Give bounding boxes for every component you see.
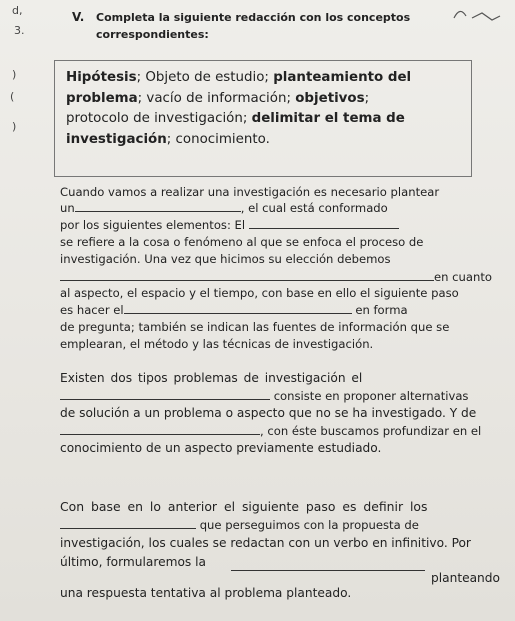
term: Hipótesis	[66, 70, 137, 85]
text-line	[60, 389, 468, 403]
margin-mark: (	[10, 90, 15, 103]
blank-field[interactable]	[124, 304, 352, 314]
text-fragment: en cuanto	[434, 270, 492, 284]
term: delimitar el tema de	[251, 111, 405, 126]
term: objetivos	[295, 90, 365, 106]
text-line: Con base en lo anterior el siguiente paso es definir los	[60, 499, 428, 514]
blank-field[interactable]	[231, 561, 425, 571]
text-fragment: es hacer el	[60, 303, 124, 317]
text-line	[60, 518, 419, 532]
blank-field[interactable]	[60, 519, 196, 529]
blank-field[interactable]	[60, 271, 434, 281]
blank-field[interactable]	[249, 219, 399, 229]
margin-mark: d,	[12, 4, 23, 17]
margin-mark: 3.	[14, 24, 25, 37]
margin-mark: )	[12, 120, 17, 133]
term: problema	[66, 90, 138, 106]
blank-field[interactable]	[60, 425, 260, 435]
text-fragment: , el cual está conformado	[240, 201, 388, 215]
pen-scribble-icon	[452, 4, 502, 26]
text-line: se refiere a la cosa o fenómeno al que se enfoca el proceso de	[60, 235, 424, 249]
text-line	[60, 303, 408, 317]
text-fragment: , con éste buscamos profundizar en el	[260, 424, 482, 438]
text-fragment: planteando	[431, 571, 500, 585]
text-line: al aspecto, el espacio y el tiempo, con base en ello el siguiente paso	[60, 286, 459, 300]
term: ; vacío de información;	[137, 90, 296, 106]
instruction-line: correspondientes:	[96, 28, 209, 41]
term: protocolo de investigación;	[66, 111, 252, 126]
text-line	[60, 424, 481, 438]
word-bank-text	[66, 68, 466, 150]
text-line	[60, 218, 399, 232]
text-line	[60, 270, 492, 284]
term: ; conocimiento.	[166, 131, 270, 147]
text-line	[231, 560, 425, 574]
text-line: conocimiento de un aspecto previamente estudiado.	[60, 441, 382, 455]
text-fragment: en forma	[355, 303, 408, 317]
term: planteamiento del	[273, 70, 412, 85]
text-line: investigación. Una vez que hicimos su elección debemos	[60, 252, 391, 266]
term: investigación	[66, 131, 167, 147]
term: ; Objeto de estudio;	[136, 70, 274, 85]
text-fragment: consiste en proponer alternativas	[273, 389, 469, 403]
text-fragment: un	[60, 201, 75, 215]
instruction	[96, 9, 496, 43]
blank-field[interactable]	[60, 390, 270, 400]
text-line	[60, 201, 388, 215]
text-line: investigación, los cuales se redactan con un verbo en infinitivo. Por	[60, 536, 471, 550]
text-line: de solución a un problema o aspecto que no se ha investigado. Y de	[60, 406, 477, 420]
exercise-number: V.	[72, 10, 85, 24]
text-line: Cuando vamos a realizar una investigación es necesario plantear	[60, 185, 440, 199]
text-line: de pregunta; también se indican las fuentes de información que se	[60, 320, 450, 334]
instruction-line: Completa la siguiente redacción con los conceptos	[96, 11, 411, 24]
text-fragment: por los siguientes elementos: El	[60, 218, 246, 232]
text-line: último, formularemos la	[60, 555, 206, 569]
margin-mark: )	[12, 68, 17, 81]
blank-field[interactable]	[75, 202, 241, 212]
term: ;	[364, 90, 370, 106]
text-line: una respuesta tentativa al problema planteado.	[60, 586, 352, 600]
text-line: Existen dos tipos problemas de investigación el	[60, 371, 363, 385]
text-line: emplearan, el método y las técnicas de investigación.	[60, 337, 374, 351]
text-fragment: que perseguimos con la propuesta de	[199, 518, 419, 532]
